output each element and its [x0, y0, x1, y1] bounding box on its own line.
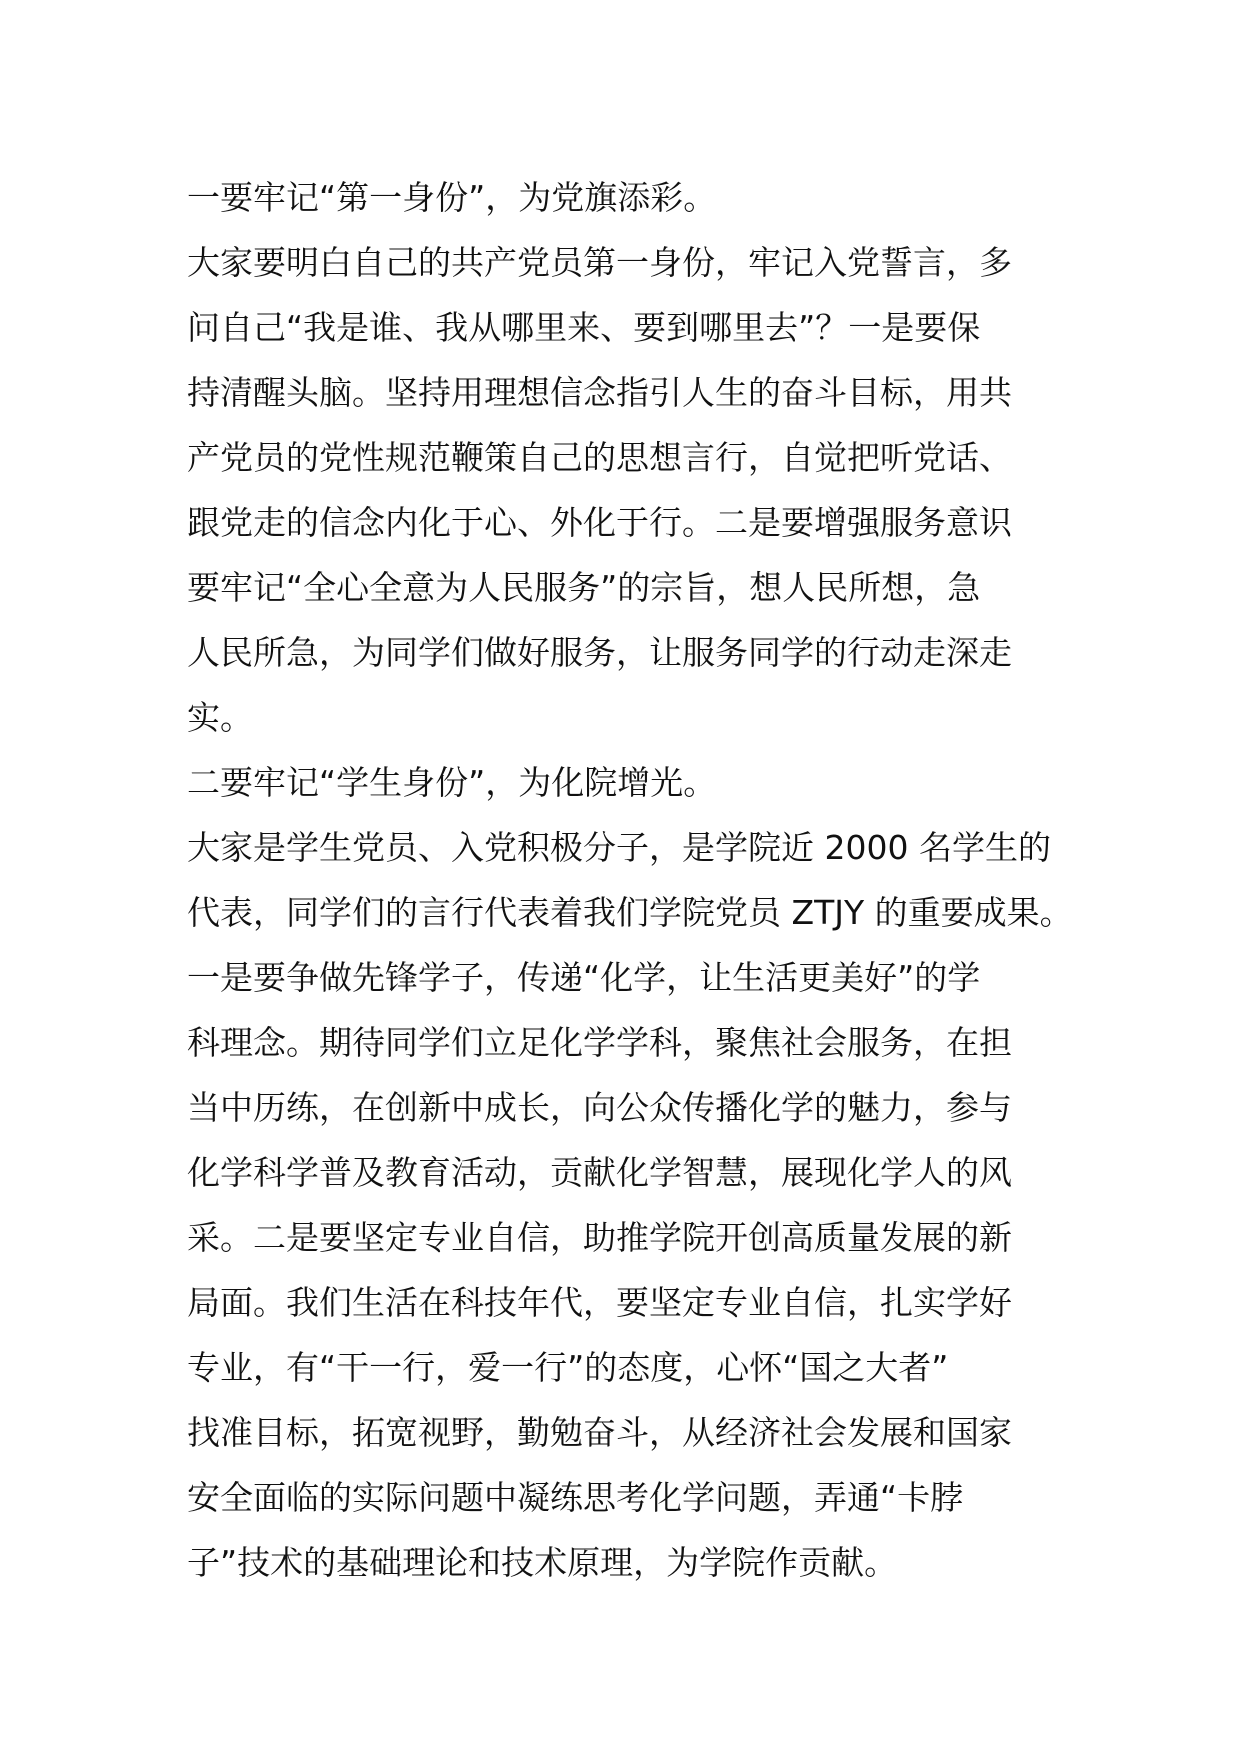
text-line: 要牢记“全心全意为人民服务”的宗旨，想人民所想，急 [187, 568, 981, 607]
text-line: 局面。我们生活在科技年代，要坚定专业自信，扎实学好 [187, 1283, 1012, 1322]
text-line: 安全面临的实际问题中凝练思考化学问题，弄通“卡脖 [187, 1478, 964, 1517]
text-line: 采。二是要坚定专业自信，助推学院开创高质量发展的新 [187, 1218, 1012, 1257]
text-line: 一要牢记“第一身份”，为党旗添彩。 [187, 178, 717, 217]
text-line: 跟党走的信念内化于心、外化于行。二是要增强服务意识 [187, 503, 1012, 542]
text-line: 持清醒头脑。坚持用理想信念指引人生的奋斗目标，用共 [187, 373, 1012, 412]
text-line: 化学科学普及教育活动，贡献化学智慧，展现化学人的风 [187, 1153, 1012, 1192]
text-line: 大家是学生党员、入党积极分子，是学院近 2000 名学生的 [187, 828, 1051, 867]
text-line: 问自己“我是谁、我从哪里来、要到哪里去”？一是要保 [187, 308, 981, 347]
text-line: 当中历练，在创新中成长，向公众传播化学的魅力，参与 [187, 1088, 1012, 1127]
text-line: 子”技术的基础理论和技术原理，为学院作贡献。 [187, 1543, 898, 1582]
text-line: 一是要争做先锋学子，传递“化学，让生活更美好”的学 [187, 958, 981, 997]
text-line: 二要牢记“学生身份”，为化院增光。 [187, 763, 717, 802]
text-line: 实。 [187, 698, 253, 737]
text-line: 产党员的党性规范鞭策自己的思想言行，自觉把听党话、 [187, 438, 1012, 477]
text-line: 人民所急，为同学们做好服务，让服务同学的行动走深走 [187, 633, 1012, 672]
text-line: 找准目标，拓宽视野，勤勉奋斗，从经济社会发展和国家 [187, 1413, 1012, 1452]
document-body [187, 165, 1073, 1595]
text-line: 大家要明白自己的共产党员第一身份，牢记入党誓言，多 [187, 243, 1012, 282]
text-line: 科理念。期待同学们立足化学学科，聚焦社会服务，在担 [187, 1023, 1012, 1062]
text-line: 专业，有“干一行，爱一行”的态度，心怀“国之大者” [187, 1348, 949, 1387]
text-line: 代表，同学们的言行代表着我们学院党员 ZTJY 的重要成果。 [187, 893, 1073, 932]
